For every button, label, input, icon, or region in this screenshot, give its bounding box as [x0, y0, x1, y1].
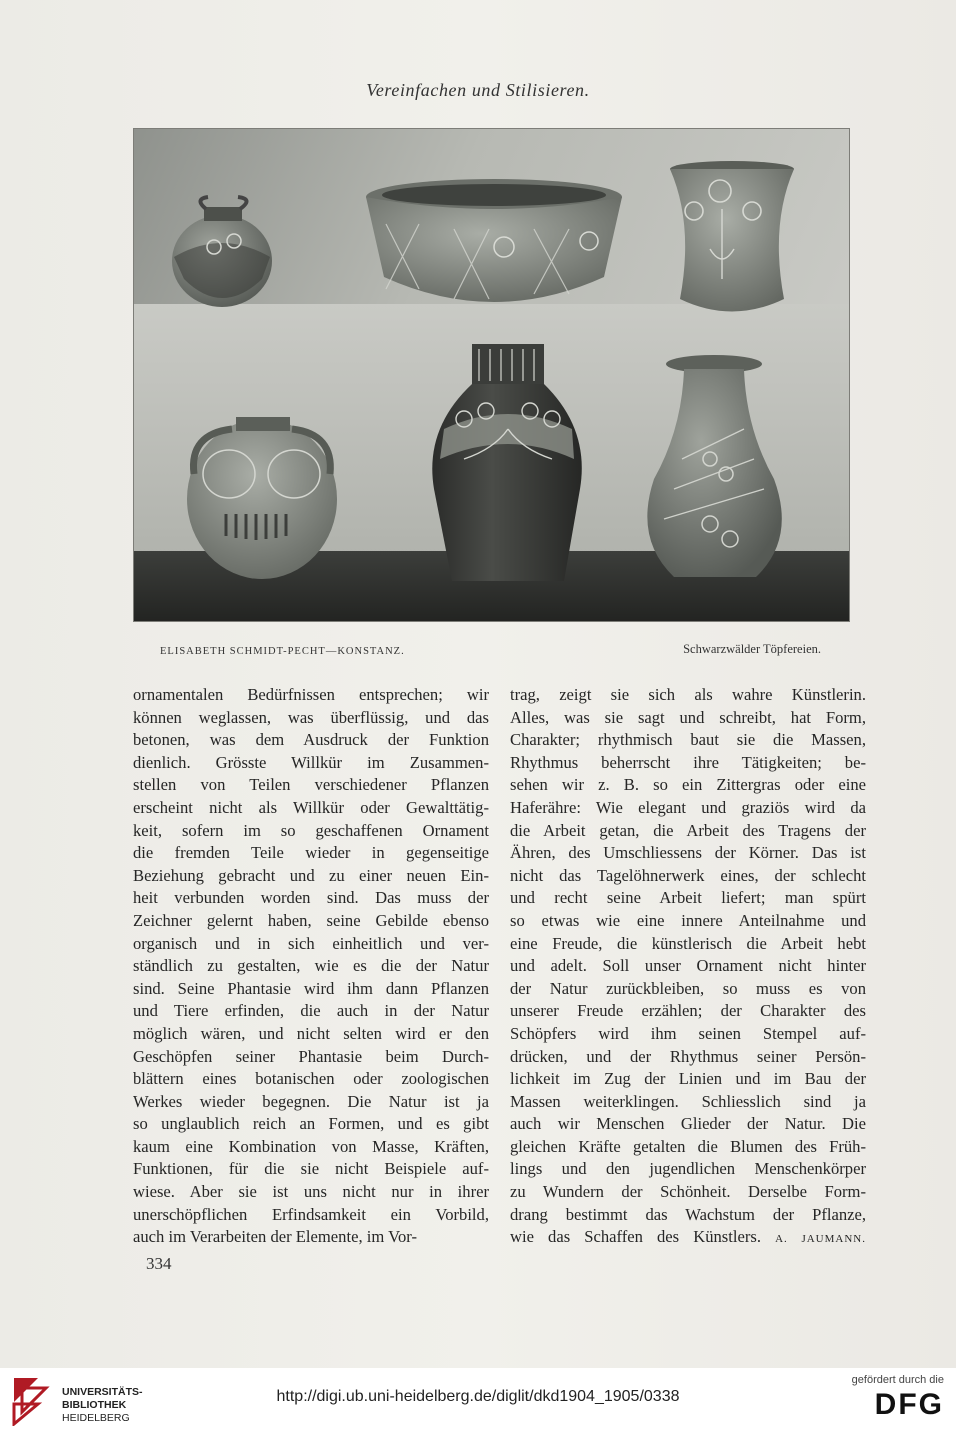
- text-line: ständlich zu gestalten, wie es die der Natur: [133, 956, 489, 976]
- text-line: [510, 1226, 866, 1249]
- text-line-content: wie das Schaffen des Künstlers.: [510, 1227, 761, 1247]
- text-line: auch im Verarbeiten der Elemente, im Vor-: [133, 1227, 417, 1247]
- pottery-photograph: [133, 128, 850, 622]
- text-line: und Tiere erfinden, die auch in der Natur: [133, 1001, 489, 1021]
- text-line: stellen von Teilen verschiedener Pflanzen: [133, 775, 489, 795]
- text-line: Charakter; rhythmisch baut sie die Massen,: [510, 730, 866, 750]
- text-line: Werkes wieder begegnen. Die Natur ist ja: [133, 1091, 489, 1111]
- funder-logo[interactable]: [834, 1374, 944, 1422]
- text-line: kaum eine Kombination von Masse, Kräften,: [133, 1136, 489, 1156]
- text-line: erscheint nicht als Willkür oder Gewalttätig-: [133, 797, 489, 817]
- text-line: betonen, was dem Ausdruck der Funktion: [133, 730, 489, 750]
- funder-text: gefördert durch die: [851, 1374, 944, 1386]
- figure-caption-title: Schwarzwälder Töpfereien.: [683, 642, 821, 656]
- text-line: Ähren, des Umschliessens der Körner. Das ist: [510, 843, 866, 863]
- text-line: und recht seine Arbeit liefert; man spürt: [510, 888, 866, 908]
- figure-caption-artist: ELISABETH SCHMIDT-PECHT—KONSTANZ.: [160, 646, 405, 657]
- text-line: unerschöpflichen Erfindsamkeit ein Vorbild,: [133, 1204, 489, 1224]
- text-line: sehen wir z. B. so ein Zittergras oder eine: [510, 775, 866, 795]
- text-line: trag, zeigt sie sich als wahre Künstlerin.: [510, 685, 866, 704]
- text-line: drang bestimmt das Wachstum der Pflanze,: [510, 1204, 866, 1224]
- text-line: lichkeit im Zug der Linien und im Bau der: [510, 1069, 866, 1089]
- text-line: wiese. Aber sie ist uns nicht nur in ihrer: [133, 1182, 489, 1202]
- bowl-wide: [366, 179, 622, 302]
- vase-beaker: [670, 161, 794, 312]
- text-line: organisch und in sich einheitlich und ver-: [133, 933, 489, 953]
- text-line: blättern eines botanischen oder zoologischen: [133, 1069, 489, 1089]
- permalink-url[interactable]: http://digi.ub.uni-heidelberg.de/diglit/dkd1904_1905/0338: [276, 1388, 680, 1405]
- text-line: so etwas wie eine innere Anteilnahme und: [510, 910, 866, 930]
- text-line: keit, sofern im so geschaffenen Ornament: [133, 820, 489, 840]
- text-line: möglich wären, und nicht selten wird er den: [133, 1023, 489, 1043]
- text-line: auch wir Menschen Glieder der Natur. Die: [510, 1114, 866, 1134]
- text-line: Funktionen, für die sie nicht Beispiele auf-: [133, 1159, 489, 1179]
- text-line: können weglassen, was überflüssig, und das: [133, 707, 489, 727]
- text-line: Rhythmus beherrscht ihre Tätigkeiten; be-: [510, 752, 866, 772]
- library-line-3: HEIDELBERG: [62, 1412, 130, 1424]
- library-line-1: UNIVERSITÄTS-: [62, 1386, 143, 1398]
- text-line: Schöpfers wird ihm seinen Stempel auf-: [510, 1023, 866, 1043]
- text-line: Alles, was sie sagt und schreibt, hat Form,: [510, 707, 866, 727]
- text-line: der Natur zurückbleiben, so muss es von: [510, 978, 866, 998]
- text-line: Massen weiterklingen. Schliesslich sind ja: [510, 1091, 866, 1111]
- library-line-2: BIBLIOTHEK: [62, 1399, 127, 1411]
- footer-bar: [0, 1368, 956, 1433]
- text-line: Haferähre: Wie elegant und graziös wird da: [510, 797, 866, 817]
- text-line: und adelt. Soll unser Ornament nicht hinter: [510, 956, 866, 976]
- dfg-logo-text: DFG: [874, 1388, 944, 1421]
- text-line: unserer Freude erzählen; der Charakter des: [510, 1001, 866, 1021]
- text-line: so unglaublich reich an Formen, und es gibt: [133, 1114, 489, 1134]
- text-line: die fremden Teile wieder in gegenseitige: [133, 843, 489, 863]
- text-line: heit verbunden worden sind. Das muss der: [133, 888, 489, 908]
- text-line: Zeichner gelernt haben, seine Gebilde ebenso: [133, 910, 489, 930]
- text-line: dienlich. Grösste Willkür im Zusammen-: [133, 752, 489, 772]
- text-line: drücken, und der Rhythmus seiner Persön-: [510, 1046, 866, 1066]
- text-line: die Arbeit getan, die Arbeit des Tragens der: [510, 820, 866, 840]
- author-signature: A. JAUMANN.: [775, 1233, 866, 1246]
- page-number: 334: [146, 1254, 172, 1273]
- running-head: Vereinfachen und Stilisieren.: [366, 80, 590, 100]
- text-line: Geschöpfen seiner Phantasie beim Durch-: [133, 1046, 489, 1066]
- text-line: lings und den jugendlichen Menschenkörper: [510, 1159, 866, 1179]
- text-line: ornamentalen Bedürfnissen entsprechen; wir: [133, 685, 489, 704]
- text-line: zu Wundern der Schönheit. Derselbe Form-: [510, 1182, 866, 1202]
- text-line: Beziehung gebracht und zu einer neuen Ein-: [133, 865, 489, 885]
- text-column-right: [510, 684, 866, 1249]
- text-line: gleichen Kräfte getalten die Blumen des Früh-: [510, 1136, 866, 1156]
- text-column-left: [133, 684, 489, 1249]
- text-line: eine Freude, die künstlerisch die Arbeit hebt: [510, 933, 866, 953]
- text-line: nicht das Tagelöhnerwerk eines, der schlecht: [510, 865, 866, 885]
- text-line: sind. Seine Phantasie wird ihm dann Pflanzen: [133, 978, 489, 998]
